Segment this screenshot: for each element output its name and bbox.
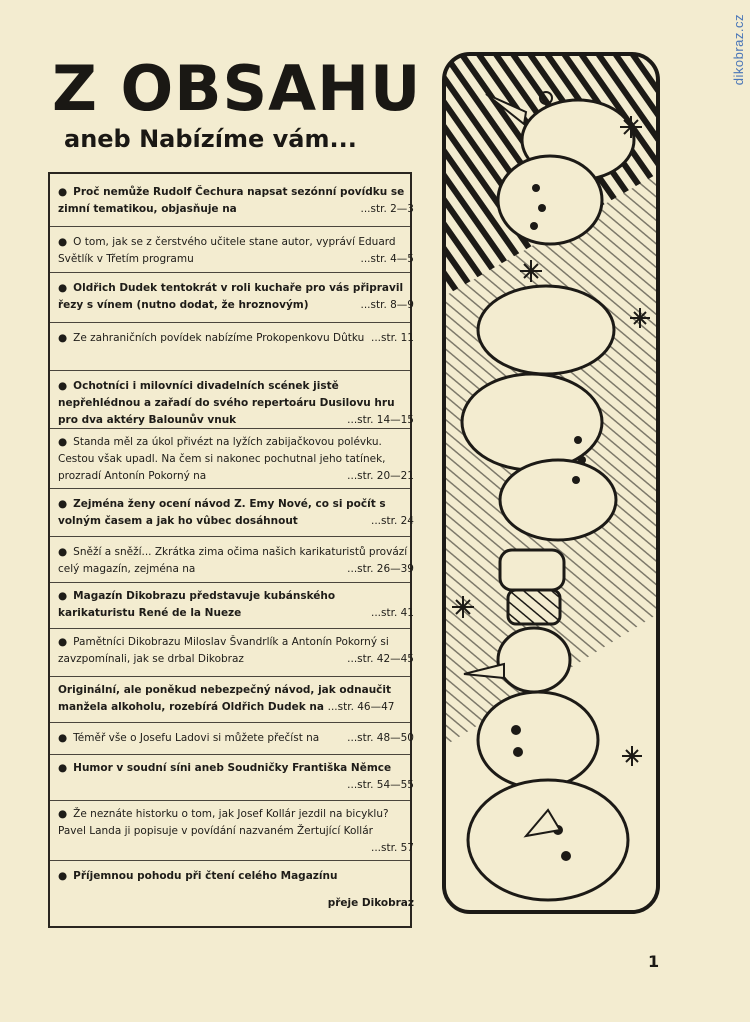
snowmen-illustration xyxy=(438,50,664,916)
divider xyxy=(50,272,410,273)
toc-entry-pages: ...str. 54—55 xyxy=(347,779,414,791)
divider xyxy=(50,322,410,323)
divider xyxy=(50,800,410,801)
bullet-icon: ● xyxy=(58,436,68,448)
bullet-icon: ● xyxy=(58,808,68,820)
toc-entry-text: Ochotníci i milovníci divadelních scének jistě nepřehlédnou a zařadí do svého repertoáru Dusilovu hru pro dva aktéry Balounův vnuk xyxy=(58,380,395,426)
toc-entry-text: Že neznáte historku o tom, jak Josef Kollár jezdil na bicyklu? Pavel Landa ji popisuje v povídání nazvaném Žertující Kollár xyxy=(58,808,389,837)
toc-entry-pages: ...str. 8—9 xyxy=(360,299,414,311)
toc-entry-pages: ...str. 24 xyxy=(371,515,414,527)
divider xyxy=(50,754,410,755)
bullet-icon: ● xyxy=(58,236,68,248)
page-subtitle: aneb Nabízíme vám... xyxy=(64,125,357,153)
toc-entry-text: Téměř vše o Josefu Ladovi si můžete přečíst na xyxy=(73,732,320,744)
toc-entry xyxy=(58,234,414,268)
toc-entry-text: Zejména ženy ocení návod Z. Emy Nové, co si počít s volným časem a jak ho vûbec dosáhnout xyxy=(58,498,386,527)
bullet-icon: ● xyxy=(58,870,68,882)
divider xyxy=(50,226,410,227)
table-of-contents xyxy=(48,172,412,928)
bullet-icon: ● xyxy=(58,186,68,198)
toc-entry xyxy=(58,588,414,622)
toc-entry-pages: ...str. 14—15 xyxy=(347,414,414,426)
toc-entry xyxy=(58,868,414,912)
toc-entry-pages: ...str. 26—39 xyxy=(347,563,414,575)
bullet-icon: ● xyxy=(58,590,68,602)
divider xyxy=(50,370,410,371)
toc-entry-pages: ...str. 48—50 xyxy=(347,732,414,744)
bullet-icon: ● xyxy=(58,762,68,774)
toc-entry xyxy=(58,634,414,668)
watermark: dikobraz.cz xyxy=(731,14,746,86)
bullet-icon: ● xyxy=(58,498,68,510)
toc-entry-text: Magazín Dikobrazu představuje kubánského karikaturistu René de la Nueze xyxy=(58,590,336,619)
toc-entry-text: O tom, jak se z čerstvého učitele stane autor, vypráví Eduard Světlík v Třetím programu xyxy=(58,236,396,265)
toc-entry xyxy=(58,730,414,747)
toc-entry xyxy=(58,682,414,716)
toc-entry-text: Originální, ale poněkud nebezpečný návod, jak odnaučit manžela alkoholu, rozebírá Oldřich Dudek na xyxy=(58,684,392,713)
page-title: Z OBSAHU xyxy=(52,52,422,125)
toc-entry-text: Pamětníci Dikobrazu Miloslav Švandrlík a Antonín Pokorný si zavzpomínali, jak se drbal Dikobraz xyxy=(58,636,389,665)
divider xyxy=(50,676,410,677)
divider xyxy=(50,428,410,429)
toc-entry-text: Standa měl za úkol přivézt na lyžích zabijačkovou polévku. Cestou však upadl. Na čem si nakonec pochutnal jeho tatínek, prozradí Antonín Pokorný na xyxy=(58,436,386,482)
toc-entry-text: Sněží a sněží... Zkrátka zima očima našich karikaturistů provází celý magazín, zejména na xyxy=(58,546,408,575)
toc-entry-pages: ...str. 42—45 xyxy=(347,653,414,665)
toc-entry xyxy=(58,280,414,314)
toc-entry xyxy=(58,184,414,218)
divider xyxy=(50,722,410,723)
toc-entry xyxy=(58,378,414,429)
bullet-icon: ● xyxy=(58,380,68,392)
bullet-icon: ● xyxy=(58,332,68,344)
divider xyxy=(50,628,410,629)
bullet-icon: ● xyxy=(58,282,68,294)
bullet-icon: ● xyxy=(58,636,68,648)
toc-entry-text: Humor v soudní síni aneb Soudničky Františka Němce xyxy=(73,762,392,774)
toc-entry xyxy=(58,330,414,347)
bullet-icon: ● xyxy=(58,732,68,744)
divider xyxy=(50,860,410,861)
page-number: 1 xyxy=(648,952,660,971)
toc-entry-text: Proč nemůže Rudolf Čechura napsat sezónní povídku se zimní tematikou, objasňuje na xyxy=(58,186,405,215)
bullet-icon: ● xyxy=(58,546,68,558)
toc-entry-pages: ...str. 11 xyxy=(371,332,414,344)
toc-entry xyxy=(58,544,414,578)
toc-entry-pages: ...str. 57 xyxy=(371,842,414,854)
toc-entry-pages: ...str. 46—47 xyxy=(327,701,395,713)
toc-entry-text: Oldřich Dudek tentokrát v roli kuchaře pro vás připravil řezy s vínem (nutno dodat, že hroznovým) xyxy=(58,282,404,311)
toc-entry-text: Ze zahraničních povídek nabízíme Prokopenkovu Dûtku xyxy=(73,332,365,344)
toc-entry xyxy=(58,434,414,485)
toc-entry xyxy=(58,496,414,530)
toc-entry-pages: ...str. 20—21 xyxy=(347,470,414,482)
toc-entry-text: Příjemnou pohodu při čtení celého Magazínu xyxy=(73,870,338,882)
toc-entry-pages: ...str. 41 xyxy=(371,607,414,619)
toc-entry xyxy=(58,760,414,794)
closing-signature: přeje Dikobraz xyxy=(327,897,414,909)
toc-entry-pages: ...str. 4—5 xyxy=(360,253,414,265)
divider xyxy=(50,488,410,489)
divider xyxy=(50,536,410,537)
divider xyxy=(50,582,410,583)
toc-entry xyxy=(58,806,414,857)
toc-entry-pages: ...str. 2—3 xyxy=(360,203,414,215)
